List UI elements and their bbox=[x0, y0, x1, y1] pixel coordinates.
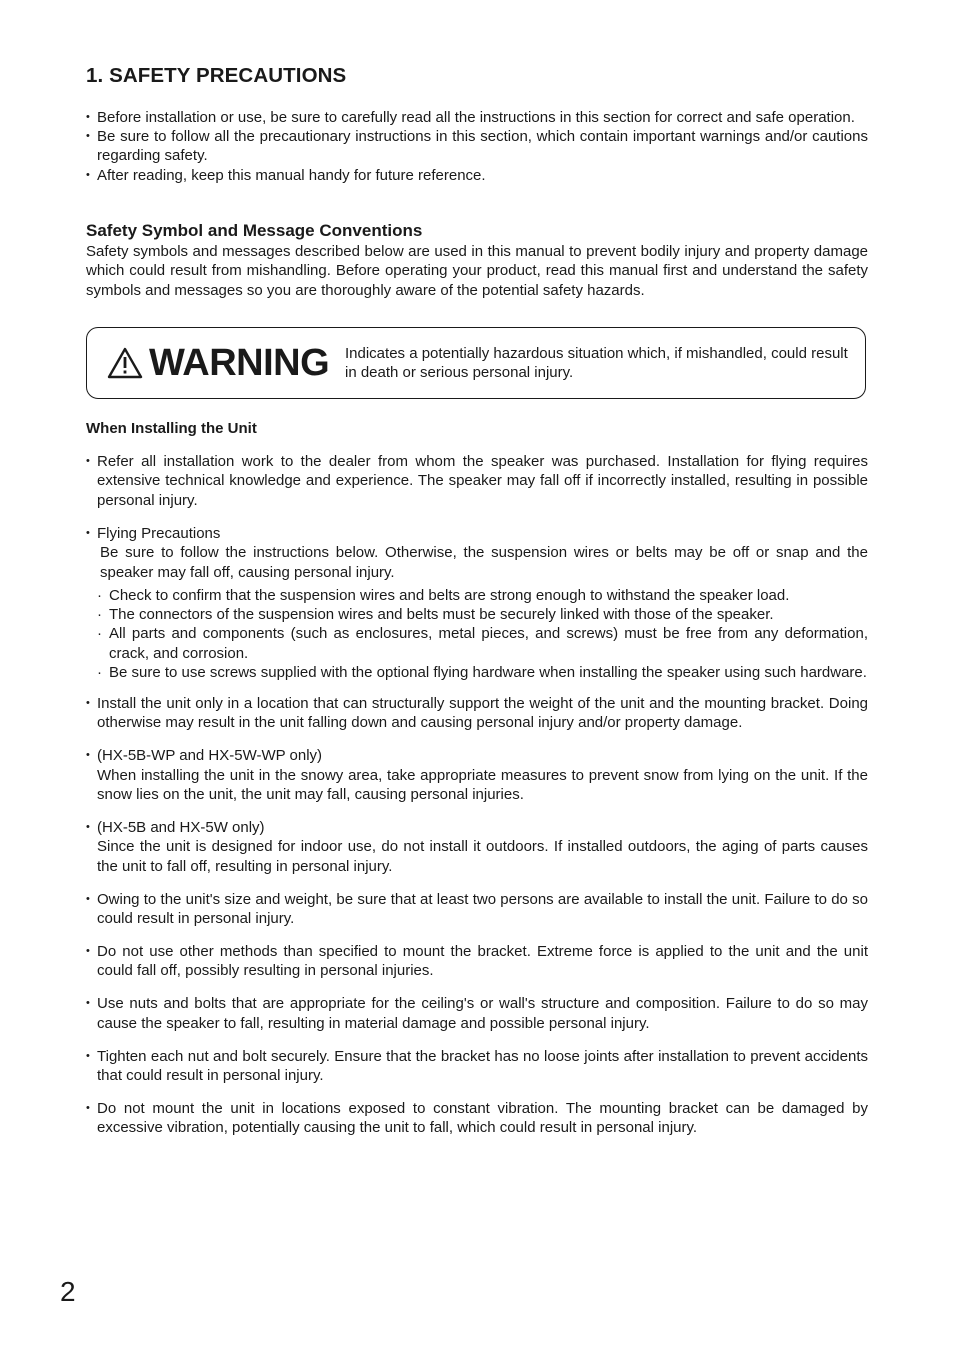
page-number: 2 bbox=[60, 1276, 76, 1307]
item-text: Since the unit is designed for indoor use, do not install it outdoors. If installed outdoors, the aging of parts causes the unit to fall off, resulting in personal injury. bbox=[97, 838, 868, 875]
installing-heading: When Installing the Unit bbox=[86, 420, 257, 437]
list-item bbox=[86, 694, 868, 733]
item-text: • Do not use other methods than specified to mount the bracket. Extreme force is applied to the unit and the unit could fall off, possibly resulting in personal injuries. bbox=[97, 943, 868, 980]
item-text: • Tighten each nut and bolt securely. Ensure that the bracket has no loose joints after installation to prevent accidents that could result in personal injury. bbox=[97, 1047, 868, 1085]
warning-box bbox=[86, 327, 866, 399]
item-title: • (HX-5B-WP and HX-5W-WP only) bbox=[97, 747, 323, 765]
installing-list bbox=[86, 452, 868, 1151]
intro-bullet: • Before installation or use, be sure to carefully read all the instructions in this section for correct and safe operation. bbox=[86, 108, 868, 127]
warning-description: Indicates a potentially hazardous situation which, if mishandled, could result in death or serious personal injury. bbox=[345, 345, 848, 382]
intro-bullet: • After reading, keep this manual handy for future reference. bbox=[86, 166, 868, 185]
flying-sub-list bbox=[86, 586, 868, 682]
item-text: • Owing to the unit's size and weight, be sure that at least two persons are available to install the unit. Failure to do so could result in personal injury. bbox=[97, 890, 868, 928]
item-title: • (HX-5B and HX-5W only) bbox=[97, 818, 265, 836]
item-text: Be sure to follow the instructions below. Otherwise, the suspension wires or belts may be off or snap and the speaker may fall off, causing personal injury. bbox=[100, 544, 868, 581]
sub-list-item: · All parts and components (such as enclosures, metal pieces, and screws) must be free from any deformation, crack, and corrosion. bbox=[86, 624, 868, 662]
sub-list-item: · Be sure to use screws supplied with the optional flying hardware when installing the speaker using such hardware. bbox=[86, 663, 868, 682]
item-text: • Do not mount the unit in locations exposed to constant vibration. The mounting bracket can be damaged by excessive vibration, potentially causing the unit to fall, which could result in personal injury. bbox=[97, 1099, 868, 1137]
intro-bullet: • Be sure to follow all the precautionary instructions in this section, which contain important warnings and/or cautions regarding safety. bbox=[86, 127, 868, 165]
conventions-paragraph: Safety symbols and messages described below are used in this manual to prevent bodily injury and property damage which could result from mishandling. Before operating your product, read this manual first and understand the safety symbols and messages so you are thoroughly aware of the potential safety hazards. bbox=[86, 243, 868, 299]
intro-list bbox=[86, 108, 868, 185]
item-text: • Refer all installation work to the dealer from whom the speaker was purchased. Installation for flying requires extensive technical knowledge and experience. The speaker may fall off if incorrectly installed, resulting in possible personal injury. bbox=[97, 453, 868, 509]
item-text: • Use nuts and bolts that are appropriate for the ceiling's or wall's structure and composition. Failure to do so may cause the speaker to fall, resulting in material damage and possible personal injury. bbox=[97, 995, 868, 1032]
list-item bbox=[86, 452, 868, 510]
list-item bbox=[86, 1099, 868, 1138]
conventions-heading: Safety Symbol and Message Conventions bbox=[86, 221, 423, 240]
warning-title: WARNING bbox=[149, 342, 330, 384]
item-text: When installing the unit in the snowy area, take appropriate measures to prevent snow from lying on the unit. If the snow lies on the unit, the unit may fall, causing personal injuries. bbox=[97, 766, 868, 804]
list-item bbox=[86, 1047, 868, 1086]
warning-triangle-icon bbox=[107, 347, 143, 379]
list-item bbox=[86, 818, 868, 876]
list-item bbox=[86, 994, 868, 1033]
list-item bbox=[86, 746, 868, 804]
sub-list-item: · The connectors of the suspension wires and belts must be securely linked with those of the speaker. bbox=[86, 605, 868, 624]
list-item bbox=[86, 942, 868, 981]
item-title: • Flying Precautions bbox=[97, 524, 221, 542]
section-heading: 1. SAFETY PRECAUTIONS bbox=[86, 64, 347, 87]
list-item bbox=[86, 524, 868, 682]
sub-list-item: · Check to confirm that the suspension wires and belts are strong enough to withstand the speaker load. bbox=[86, 586, 868, 605]
list-item bbox=[86, 890, 868, 929]
item-text: • Install the unit only in a location that can structurally support the weight of the unit and the mounting bracket. Doing otherwise may result in the unit falling down and causing personal injury and/or property damage. bbox=[97, 694, 868, 732]
